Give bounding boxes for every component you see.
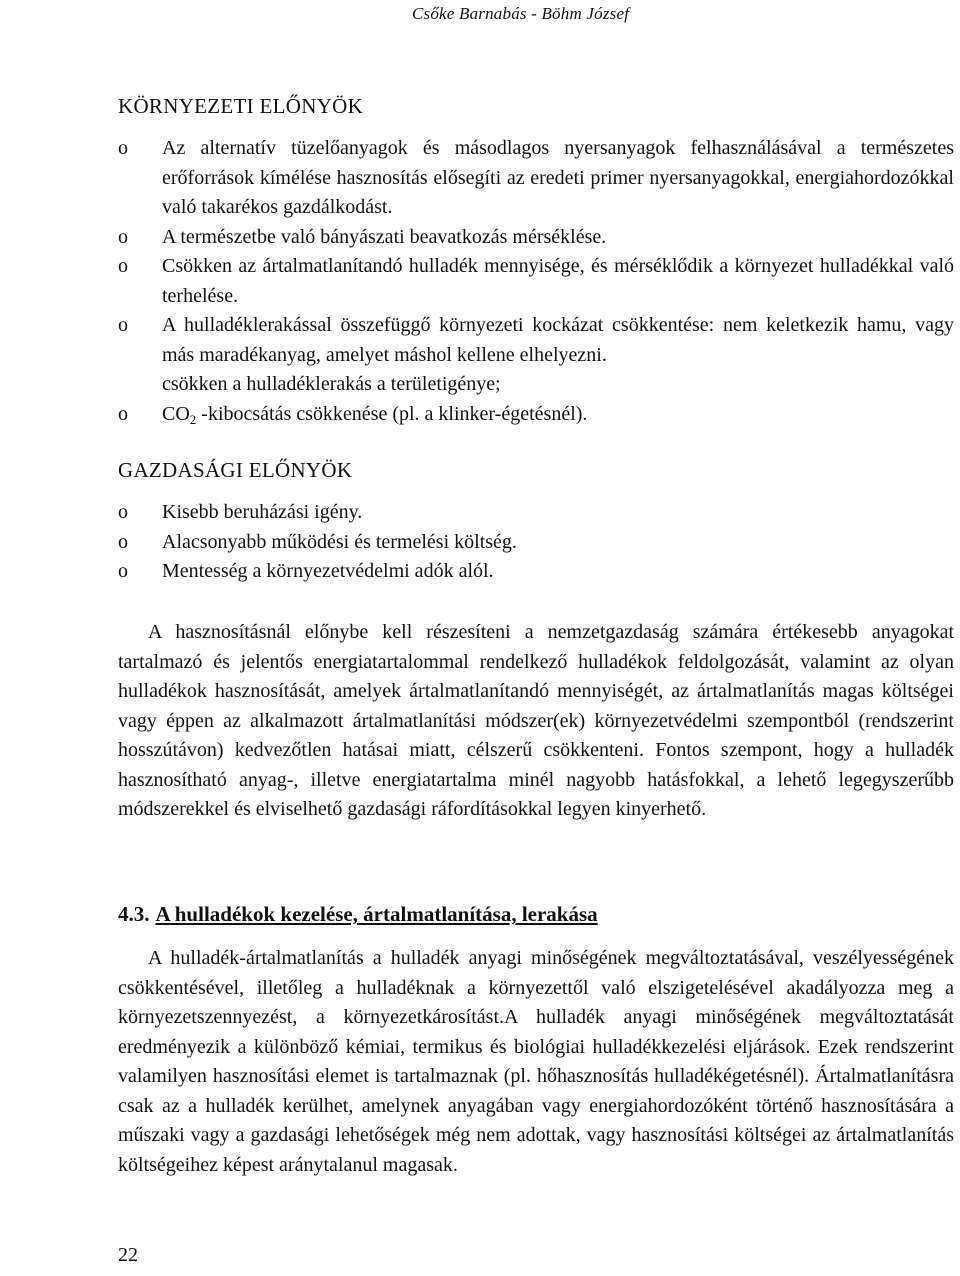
subsection-heading — [118, 902, 598, 927]
economic-benefits-heading: GAZDASÁGI ELŐNYÖK — [118, 458, 353, 482]
bullet-marker: o — [118, 225, 128, 248]
list-continuation-text: csökken a hulladéklerakás a területigénye; — [162, 373, 501, 395]
co2-prefix: CO — [162, 402, 190, 425]
co2-item-text — [162, 403, 587, 425]
list-item-text: Csökken az ártalmatlanítandó hulladék mennyisége, és mérséklődik a környezet hulladékkal való terhelése. — [162, 255, 954, 307]
environmental-benefits-heading: KÖRNYEZETI ELŐNYÖK — [118, 94, 364, 118]
list-continuation — [118, 370, 954, 400]
list-item-text: Alacsonyabb működési és termelési költség. — [162, 530, 517, 553]
economic-benefits-list — [118, 498, 954, 587]
subsection-number: 4.3. — [118, 902, 150, 926]
body-paragraph-disposal: A hulladék-ártalmatlanítás a hulladék anyagi minőségének megváltoztatásával, veszélyességének csökkentésével, illetőleg a hulladéknak a környezettől való elszigetelésével akadályozza meg a környezetszennyezést, a környezetkárosítást.A hulladék anyagi minőségének megváltoztatását eredményezik a különböző kémiai, termikus és biológiai hulladékkezelési eljárások. Ezek rendszerint valamilyen hasznosítási elemet is tartalmaznak (pl. hőhasznosítás hulladékégetésnél). Ártalmatlanításra csak az a hulladék kerülhet, amelynek anyagában vagy energiahordozóként történő hasznosítására a műszaki vagy a gazdasági lehetőségek még nem adottak, vagy hasznosítási költségei az ártalmatlanítás költségeihez képest aránytalanul magasak. — [118, 947, 954, 1176]
list-item — [118, 400, 954, 435]
list-item — [118, 311, 954, 370]
bullet-marker: o — [118, 137, 128, 159]
subsection-title: A hulladékok kezelése, ártalmatlanítása, lerakása — [155, 902, 598, 926]
list-item-text: Az alternatív tüzelőanyagok és másodlagos nyersanyagok felhasználásával a természetes erőforrások kímélése hasznosítás elősegíti az eredeti primer nyersanyagokkal, energiahordozókkal való takarékos gazdálkodást. — [162, 137, 954, 218]
co2-suffix: -kibocsátás csökkenése (pl. a klinker-égetésnél). — [196, 402, 588, 425]
bullet-marker: o — [118, 560, 128, 582]
list-item — [118, 557, 954, 587]
bullet-marker: o — [118, 314, 128, 336]
list-item — [118, 498, 954, 528]
bullet-marker: o — [118, 501, 128, 523]
page-number: 22 — [118, 1244, 138, 1266]
list-item-text: A hulladéklerakással összefüggő környezeti kockázat csökkentése: nem keletkezik hamu, vagy más maradékanyag, amelyet máshol kellene elhelyezni. — [162, 314, 954, 366]
list-item — [118, 528, 954, 558]
list-item — [118, 223, 954, 253]
body-paragraph-recovery: A hasznosításnál előnybe kell részesíteni a nemzetgazdaság számára értékesebb anyagokat tartalmazó és jelentős energiatartalommal rendelkező hulladékok feldolgozását, valamint az olyan hulladékok hasznosítását, amelyek ártalmatlanítandó mennyiségét, az ártalmatlanítás magas költségei vagy éppen az alkalmazott ártalmatlanítási módszer(ek) környezetvédelmi szempontból (rendszerint hosszútávon) kedvezőtlen hatásai miatt, célszerű csökkenteni. Fontos szempont, hogy a hulladék hasznosítható anyag-, illetve energiatartalma minél nagyobb hatásfokkal, a lehető legegyszerűbb módszerekkel és elviselhető gazdasági ráfordításokkal legyen kinyerhető. — [118, 621, 954, 820]
bullet-marker: o — [118, 255, 128, 277]
environmental-benefits-list — [118, 134, 954, 434]
co2-subscript: 2 — [189, 411, 197, 427]
running-header-author: Csőke Barnabás - Böhm József — [412, 4, 630, 23]
bullet-marker: o — [118, 402, 128, 425]
bullet-marker: o — [118, 530, 128, 553]
list-item-text: Kisebb beruházási igény. — [162, 501, 363, 523]
list-item-text: Mentesség a környezetvédelmi adók alól. — [162, 560, 494, 582]
list-item — [118, 252, 954, 311]
list-item — [118, 134, 954, 223]
list-item-text: A természetbe való bányászati beavatkozás mérséklése. — [162, 225, 607, 248]
